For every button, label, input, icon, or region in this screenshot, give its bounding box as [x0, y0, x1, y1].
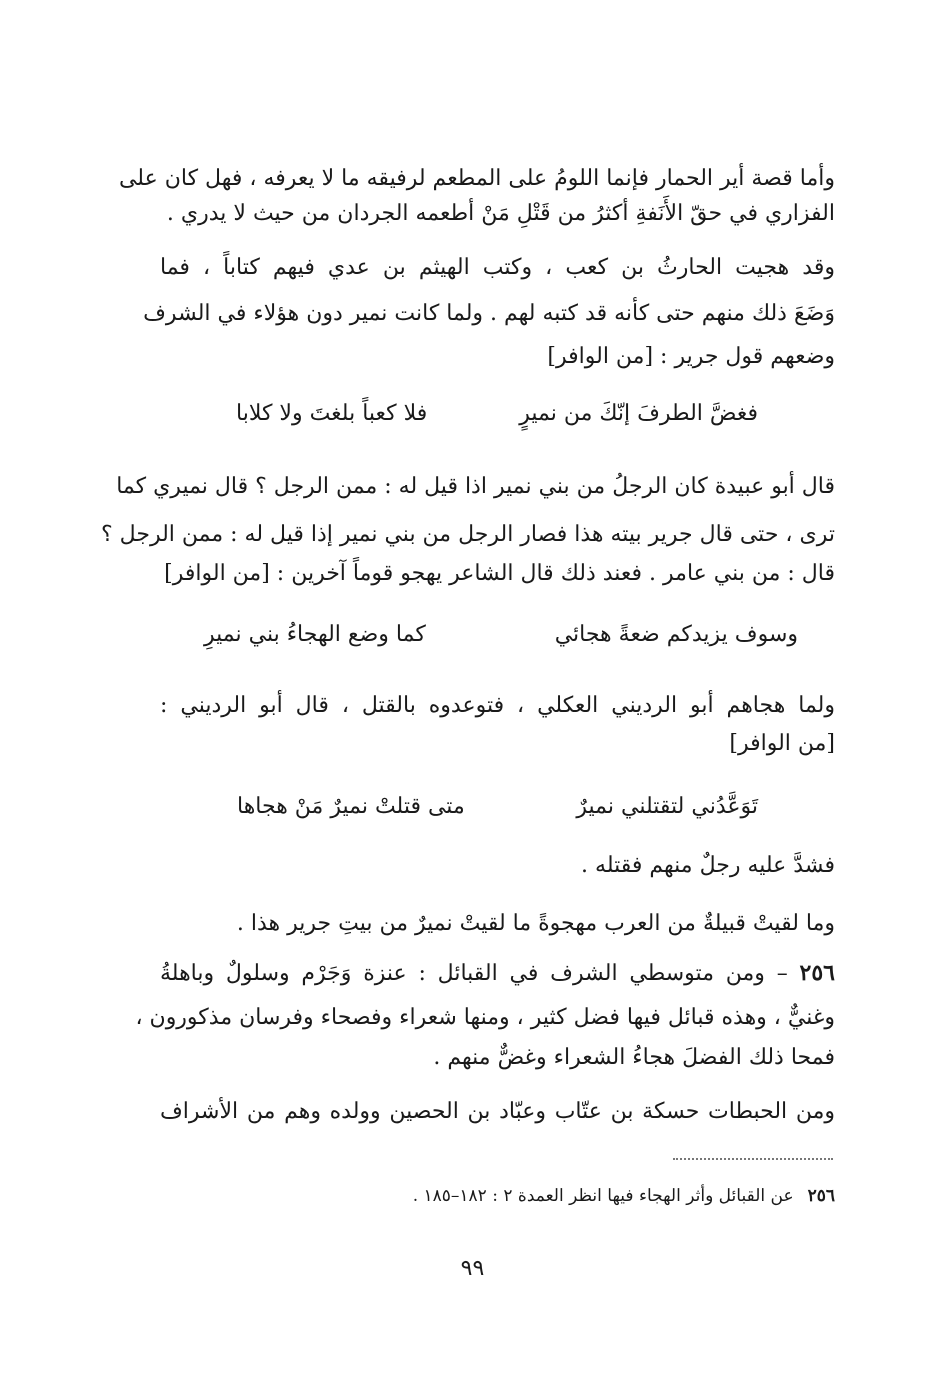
paragraph-4-line-1: ولما هجاهم أبو الرديني العكلي ، فتوعدوه بالقتل ، قال أبو الرديني : — [160, 693, 835, 718]
paragraph-5: وما لقيتْ قبيلةٌ من العرب مهجوةً ما لقيتْ نميرٌ من بيتِ جرير هذا . — [236, 911, 835, 936]
section-256-line-3: فمحا ذلك الفضلَ هجاءُ الشعراء وغضٌّ منهم . — [433, 1045, 835, 1070]
verse-3-first-hemistich: تَوَعَّدُني لتقتلني نميرٌ — [576, 794, 758, 819]
page-number: ٩٩ — [460, 1256, 485, 1281]
paragraph-3-line-2: ترى ، حتى قال جرير بيته هذا فصار الرجل من بني نمير إذا قيل له : ممن الرجل ؟ — [101, 522, 835, 547]
footnote — [160, 1180, 835, 1212]
paragraph-2-line-3: وضعهم قول جرير : [من الوافر] — [547, 344, 835, 369]
verse-1-first-hemistich: فغضَّ الطرفَ إنّكَ من نميرٍ — [519, 401, 758, 426]
footnote-separator — [673, 1158, 833, 1160]
verse-1-second-hemistich: فلا كعباً بلغتَ ولا كلابا — [236, 401, 428, 426]
paragraph-2-line-2: وَضَعَ ذلك منهم حتى كأنه قد كتبه لهم . ولما كانت نمير دون هؤلاء في الشرف — [143, 301, 835, 326]
paragraph-3-line-1: قال أبو عبيدة كان الرجلُ من بني نمير اذا قيل له : ممن الرجل ؟ قال نميري كما — [116, 474, 835, 499]
footnote-number: ٢٥٦ — [807, 1186, 835, 1206]
verse-2-first-hemistich: وسوف يزيدكم ضعةً هجائي — [554, 622, 798, 647]
paragraph-1-line-1: وأما قصة أير الحمار فإنما اللومُ على المطعم لرفيقه ما لا يعرفه ، فهل كان على — [118, 166, 835, 191]
verse-2 — [160, 613, 835, 657]
paragraph-4-line-2: [من الوافر] — [729, 731, 835, 756]
verse-3-second-hemistich: متى قتلتْ نميرٌ مَنْ هجاها — [237, 794, 465, 819]
section-256-line-2: وغنيٌّ ، وهذه قبائل فيها فضل كثير ، ومنها شعراء وفصحاء وفرسان مذكورون ، — [135, 1005, 835, 1030]
verse-3 — [160, 785, 835, 829]
paragraph-1-line-2: الفزاري في حقّ الأَنَفةِ أكثرُ من قَتْلِ مَنْ أطعمه الجردان من حيث لا يدري . — [166, 201, 835, 226]
paragraph-6: ومن الحبطات حسكة بن عتّاب وعبّاد بن الحصين وولده وهم من الأشراف — [160, 1099, 835, 1124]
section-256-line-1-text: – ومن متوسطي الشرف في القبائل : عنزة وَجَرْم وسلولٌ وباهلةُ — [160, 961, 788, 986]
verse-2-second-hemistich: كما وضع الهجاءُ بني نميرِ — [204, 622, 426, 647]
verse-3-aftermath: فشدَّ عليه رجلٌ منهم فقتله . — [581, 853, 835, 878]
footnote-text: عن القبائل وأثر الهجاء فيها انظر العمدة ٢ : ١٨٢–١٨٥ . — [412, 1186, 794, 1206]
section-number: ٢٥٦ — [799, 960, 835, 986]
paragraph-2-line-1: وقد هجيت الحارثُ بن كعب ، وكتب الهيثم بن عدي فيهم كتاباً ، فما — [160, 255, 835, 280]
verse-1 — [160, 392, 835, 436]
section-256-line-1 — [160, 951, 835, 995]
paragraph-3-line-3: قال : من بني عامر . فعند ذلك قال الشاعر يهجو قوماً آخرين : [من الوافر] — [164, 561, 835, 586]
